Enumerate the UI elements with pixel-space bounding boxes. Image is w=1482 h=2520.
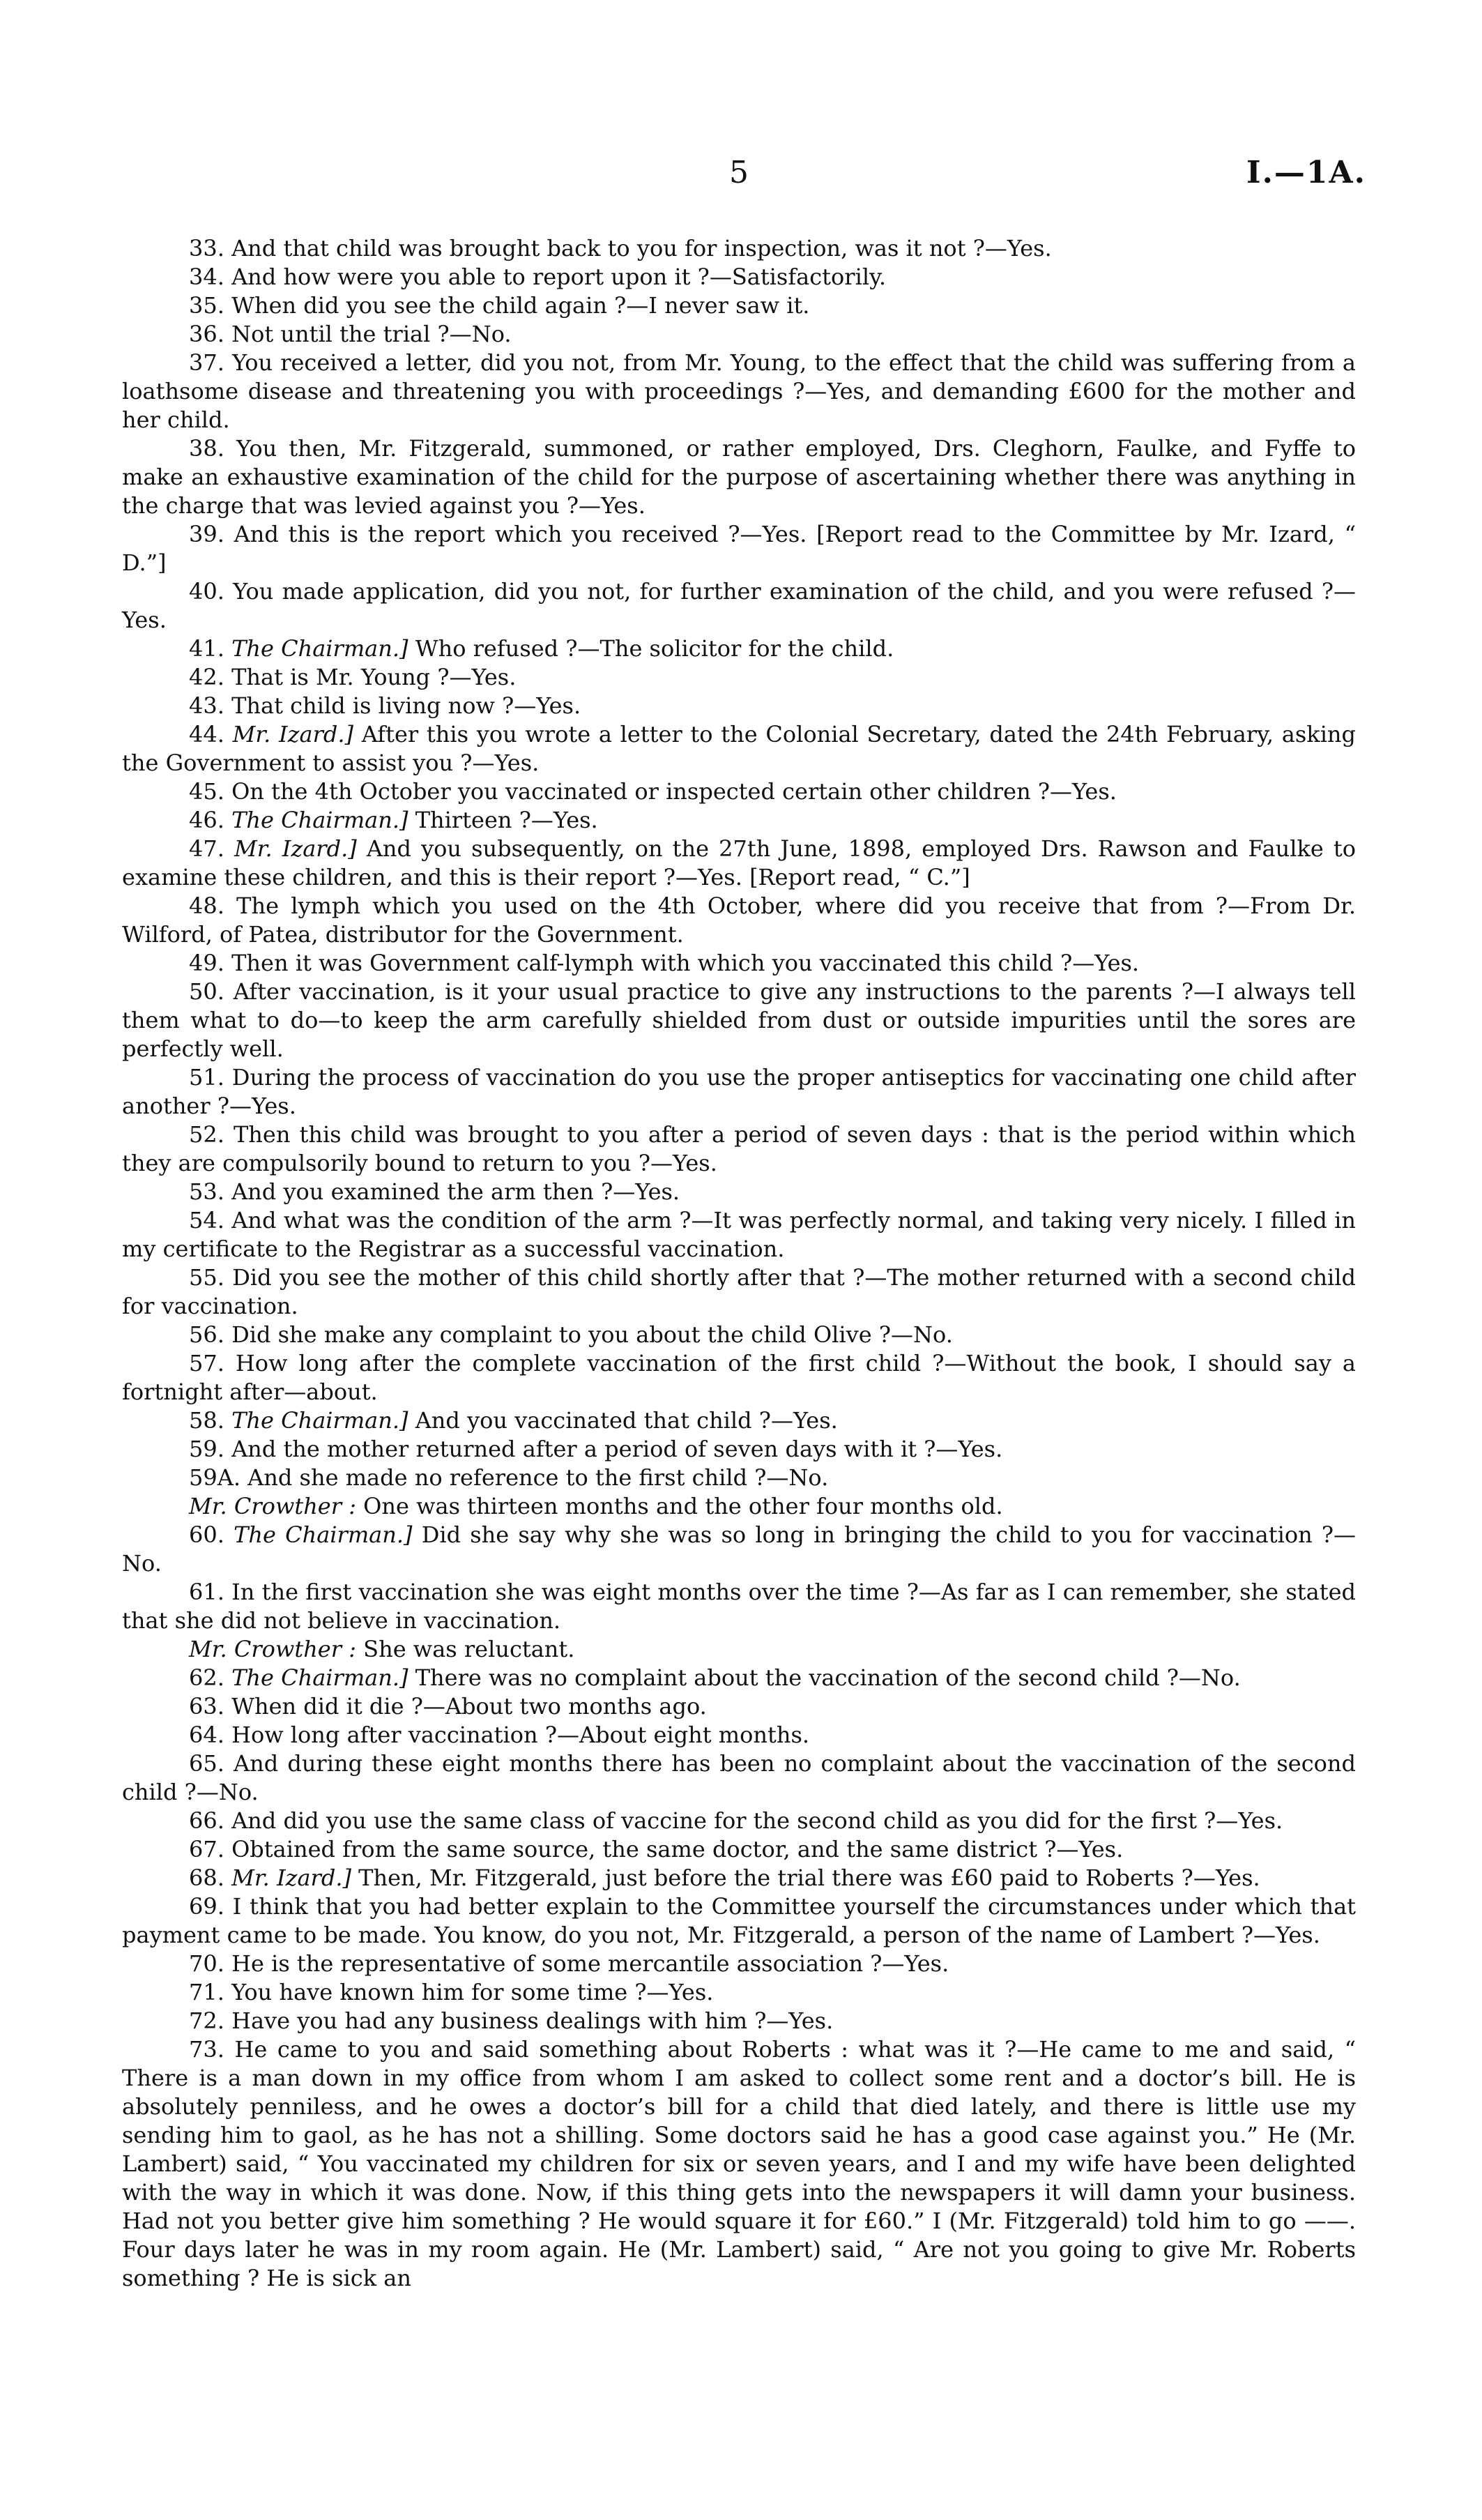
question-number: 63. <box>189 1693 224 1720</box>
question-paragraph <box>122 835 1356 892</box>
paragraph-text: You received a letter, did you not, from Mr. Young, to the effect that the child was suffering from a loathsome disease and threatening you with proceedings ?—Yes, and demanding £600 for the mother and her child. <box>122 349 1357 433</box>
question-number: 68. <box>189 1865 224 1891</box>
paragraph-text: And during these eight months there has been no complaint about the vaccination of the second child ?—No. <box>122 1750 1357 1805</box>
question-paragraph <box>122 349 1356 434</box>
paragraph-text: And that child was brought back to you for inspection, was it not ?—Yes. <box>231 235 1052 261</box>
question-paragraph <box>122 1892 1356 1950</box>
question-number: 47. <box>189 835 224 862</box>
question-paragraph <box>122 1206 1356 1263</box>
question-paragraph <box>122 1950 1356 1978</box>
paragraph-text: Obtained from the same source, the same doctor, and the same district ?—Yes. <box>231 1836 1124 1862</box>
question-paragraph <box>122 434 1356 520</box>
question-number: 41. <box>189 635 224 662</box>
question-number: 50. <box>189 978 224 1005</box>
question-number: 73. <box>189 2036 224 2063</box>
paragraph-text: I think that you had better explain to the Committee yourself the circumstances under which that payment came to be made. You know, do you not, Mr. Fitzgerald, a person of the name of Lambert ?—Yes. <box>122 1893 1357 1948</box>
paragraph-text: And what was the condition of the arm ?—It was perfectly normal, and taking very nicely. I filled in my certificate to the Registrar as a successful vaccination. <box>122 1207 1357 1262</box>
paragraph-text: When did it die ?—About two months ago. <box>231 1693 707 1720</box>
question-number: 70. <box>189 1950 224 1977</box>
question-number: 71. <box>189 1979 224 2005</box>
speaker-label: The Chairman.] <box>234 1521 413 1548</box>
question-paragraph <box>122 1178 1356 1206</box>
question-paragraph <box>122 577 1356 635</box>
question-number: 33. <box>189 235 224 261</box>
speaker-label: Mr. Izard.] <box>232 721 354 747</box>
question-number: 36. <box>189 321 224 347</box>
speaker-label: Mr. Crowther : <box>189 1493 356 1519</box>
paragraph-text: He came to you and said something about Roberts : what was it ?—He came to me and said, “ There is a man down in my office from whom I am asked to collect some rent and a doctor’s bill. He is absolutely penniless, and he owes a doctor’s bill for a child that died lately, and there is little use my sending him to gaol, as he has not a shilling. Some doctors said he has a good case against you.” He (Mr. Lambert) said, “ You vaccinated my children for six or seven years, and I and my wife have been delighted with the way in which it was done. Now, if this thing gets into the newspapers it will damn your business. Had not you better give him something ? He would square it for £60.” I (Mr. Fitzgerald) told him to go ——. Four days later he was in my room again. He (Mr. Lambert) said, “ Are not you going to give Mr. Roberts something ? He is sick an <box>122 2036 1357 2291</box>
paragraph-text: She was reluctant. <box>363 1636 575 1662</box>
speaker-label: Mr. Crowther : <box>189 1636 356 1662</box>
question-number: 53. <box>189 1178 224 1205</box>
question-paragraph <box>122 234 1356 263</box>
question-number: 59A. <box>189 1464 240 1491</box>
paragraph-text: Did she make any complaint to you about the child Olive ?—No. <box>231 1321 953 1348</box>
paragraph-text: Then, Mr. Fitzgerald, just before the trial there was £60 paid to Roberts ?—Yes. <box>358 1865 1260 1891</box>
question-paragraph <box>122 1435 1356 1464</box>
question-number: 51. <box>189 1064 224 1091</box>
question-paragraph <box>122 806 1356 835</box>
question-paragraph <box>122 1464 1356 1492</box>
paragraph-text: Then this child was brought to you after a period of seven days : that is the period within which they are compulsorily bound to return to you ?—Yes. <box>122 1121 1357 1176</box>
speaker-label: The Chairman.] <box>231 807 408 833</box>
question-paragraph <box>122 1835 1356 1864</box>
question-number: 43. <box>189 692 224 719</box>
question-paragraph <box>122 1692 1356 1721</box>
question-number: 57. <box>189 1350 224 1376</box>
question-number: 48. <box>189 893 224 919</box>
paragraph-text: How long after vaccination ?—About eight months. <box>231 1722 810 1748</box>
question-paragraph <box>122 291 1356 320</box>
document-body <box>122 234 1356 2293</box>
question-number: 62. <box>189 1664 224 1691</box>
paragraph-text: You have known him for some time ?—Yes. <box>231 1979 714 2005</box>
question-paragraph <box>122 720 1356 777</box>
speaker-label: The Chairman.] <box>231 635 408 662</box>
paragraph-text: Not until the trial ?—No. <box>231 321 512 347</box>
paragraph-text: And she made no reference to the first child ?—No. <box>247 1464 829 1491</box>
question-paragraph <box>122 2007 1356 2035</box>
question-number: 66. <box>189 1807 224 1834</box>
question-number: 42. <box>189 664 224 690</box>
paragraph-text: On the 4th October you vaccinated or inspected certain other children ?—Yes. <box>231 778 1117 805</box>
paragraph-text: And did you use the same class of vaccine for the second child as you did for the first ?—Yes. <box>231 1807 1283 1834</box>
question-paragraph <box>122 520 1356 577</box>
question-number: 64. <box>189 1722 224 1748</box>
question-paragraph <box>122 949 1356 978</box>
question-paragraph <box>122 1807 1356 1835</box>
question-number: 38. <box>189 435 224 462</box>
question-number: 56. <box>189 1321 224 1348</box>
question-number: 37. <box>189 349 224 376</box>
question-number: 72. <box>189 2007 224 2034</box>
paragraph-text: And you subsequently, on the 27th June, 1898, employed Drs. Rawson and Faulke to examine these children, and this is their report ?—Yes. [Report read, “ C.”] <box>122 835 1357 890</box>
question-paragraph <box>122 1635 1356 1664</box>
question-paragraph <box>122 1263 1356 1321</box>
question-number: 67. <box>189 1836 224 1862</box>
question-paragraph <box>122 1978 1356 2007</box>
question-paragraph <box>122 692 1356 720</box>
question-number: 65. <box>189 1750 224 1777</box>
speaker-label: The Chairman.] <box>231 1664 408 1691</box>
question-number: 45. <box>189 778 224 805</box>
paragraph-text: When did you see the child again ?—I never saw it. <box>231 292 810 319</box>
question-paragraph <box>122 1406 1356 1435</box>
question-paragraph <box>122 1521 1356 1578</box>
page-number: 5 <box>729 155 749 190</box>
paragraph-text: And how were you able to report upon it ?—Satisfactorily. <box>231 264 887 290</box>
paragraph-text: One was thirteen months and the other four months old. <box>363 1493 1003 1519</box>
question-number: 60. <box>189 1521 224 1548</box>
speaker-label: The Chairman.] <box>231 1407 408 1434</box>
question-paragraph <box>122 1063 1356 1121</box>
question-paragraph <box>122 777 1356 806</box>
paragraph-text: You made application, did you not, for further examination of the child, and you were refused ?—Yes. <box>122 578 1357 633</box>
question-number: 49. <box>189 950 224 976</box>
question-paragraph <box>122 1721 1356 1749</box>
question-number: 55. <box>189 1264 224 1291</box>
paragraph-text: How long after the complete vaccination of the first child ?—Without the book, I should say a fortnight after—about. <box>122 1350 1357 1405</box>
question-paragraph <box>122 1349 1356 1406</box>
paragraph-text: He is the representative of some mercantile association ?—Yes. <box>231 1950 949 1977</box>
paragraph-text: During the process of vaccination do you use the proper antiseptics for vaccinating one child after another ?—Yes. <box>122 1064 1357 1119</box>
paragraph-text: And the mother returned after a period of seven days with it ?—Yes. <box>231 1436 1003 1462</box>
question-number: 40. <box>189 578 224 605</box>
question-number: 44. <box>189 721 224 747</box>
question-number: 58. <box>189 1407 224 1434</box>
paragraph-text: In the first vaccination she was eight months over the time ?—As far as I can remember, she stated that she did not believe in vaccination. <box>122 1579 1357 1634</box>
question-paragraph <box>122 663 1356 692</box>
question-paragraph <box>122 1864 1356 1892</box>
question-number: 69. <box>189 1893 224 1920</box>
question-number: 34. <box>189 264 224 290</box>
question-paragraph <box>122 1121 1356 1178</box>
question-paragraph <box>122 1664 1356 1692</box>
question-number: 54. <box>189 1207 224 1234</box>
paragraph-text: And you vaccinated that child ?—Yes. <box>415 1407 838 1434</box>
paragraph-text: Did she say why she was so long in bringing the child to you for vaccination ?—No. <box>122 1521 1357 1577</box>
question-paragraph <box>122 1492 1356 1521</box>
paragraph-text: After vaccination, is it your usual practice to give any instructions to the parents ?—I always tell them what to do—to keep the arm carefully shielded from dust or outside impurities until the sores are perfectly well. <box>122 978 1357 1062</box>
paragraph-text: You then, Mr. Fitzgerald, summoned, or rather employed, Drs. Cleghorn, Faulke, and Fyffe to make an exhaustive examination of the child for the purpose of ascertaining whether there was anything in the charge that was levied against you ?—Yes. <box>122 435 1357 519</box>
speaker-label: Mr. Izard.] <box>234 835 357 862</box>
question-paragraph <box>122 320 1356 349</box>
question-number: 46. <box>189 807 224 833</box>
paragraph-text: The lymph which you used on the 4th October, where did you receive that from ?—From Dr. Wilford, of Patea, distributor for the Government. <box>122 893 1357 948</box>
question-paragraph <box>122 2035 1356 2293</box>
question-paragraph <box>122 263 1356 291</box>
paragraph-text: There was no complaint about the vaccination of the second child ?—No. <box>415 1664 1241 1691</box>
paragraph-text: That child is living now ?—Yes. <box>231 692 581 719</box>
speaker-label: Mr. Izard.] <box>231 1865 351 1891</box>
paragraph-text: That is Mr. Young ?—Yes. <box>231 664 517 690</box>
paragraph-text: Thirteen ?—Yes. <box>415 807 598 833</box>
question-paragraph <box>122 635 1356 663</box>
page-reference: I.—1A. <box>1246 155 1366 190</box>
paragraph-text: Have you had any business dealings with him ?—Yes. <box>231 2007 834 2034</box>
question-paragraph <box>122 1578 1356 1635</box>
question-paragraph <box>122 1749 1356 1807</box>
question-number: 35. <box>189 292 224 319</box>
question-number: 61. <box>189 1579 224 1605</box>
question-paragraph <box>122 892 1356 949</box>
paragraph-text: Did you see the mother of this child shortly after that ?—The mother returned with a second child for vaccination. <box>122 1264 1357 1319</box>
paragraph-text: Then it was Government calf-lymph with which you vaccinated this child ?—Yes. <box>231 950 1140 976</box>
question-paragraph <box>122 1321 1356 1349</box>
paragraph-text: And this is the report which you received ?—Yes. [Report read to the Committee by Mr. Izard, “ D.”] <box>122 521 1357 576</box>
paragraph-text: Who refused ?—The solicitor for the child. <box>415 635 894 662</box>
question-number: 52. <box>189 1121 224 1148</box>
question-number: 39. <box>189 521 224 547</box>
question-paragraph <box>122 978 1356 1063</box>
paragraph-text: And you examined the arm then ?—Yes. <box>231 1178 680 1205</box>
paragraph-text: After this you wrote a letter to the Colonial Secretary, dated the 24th February, asking the Government to assist you ?—Yes. <box>122 721 1357 776</box>
question-number: 59. <box>189 1436 224 1462</box>
